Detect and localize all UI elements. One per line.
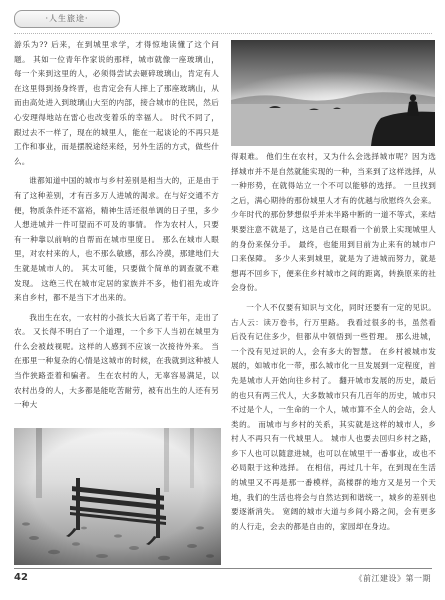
footer-divider [14,568,432,569]
page-number: 42 [14,572,28,583]
lake-silhouette-photo [231,40,435,146]
left-paragraph-3: 我出生在农，一农村的小孩长大后离了若干年，走出了农。 又长得不明白了一个道理，一个乡下人当初在城里为什么会被歧视呢。这样的人感到不应该一次接待外来。 当在那里一种复杂的心情是这城市的时候，在我就到这种被人当作狭路歪着和骗者。 生在农村的人，无辜容易满足，以农村出身的人，大多都是能吃苦耐劳，被有出生的人还有另一种大 [14,312,219,410]
right-paragraph-1: 得艰难。 他们生在农村，又为什么会选择城市呢？因为选择城市并不是自然就能实现的一种，当来到了这样选择，从一种形势，在就得站立一个不可以能够的选择。 一旦找到之后，满心期待的那份城里人才有的优越与欣慰终久会来。 少年时代的那份梦想似乎并未半路中断的一道不等式，来结果要注意不就是了，这是自己在眼看一个前景上实现城里人的身份来保分手。 最终，也能用到目前为止来有的城市户口来保障。 多少人来到城里，就是为了进城而努力，就是想再不回乡下，便来住乡村城市之间的距离，转换原来的社会身份。 [231,152,436,293]
section-badge: ·人生旅途· [14,10,120,28]
bench-photo [14,428,221,565]
left-paragraph-2: 谁都知道中国的城市与乡村差别是相当大的，正是由于有了这种差别，才有百多万人进城的渴求。在与好交通不方便，物质条件还不富裕，精神生活还很单调的日子里，多少人想进城并一件可望而不可及的事情。 作为农村人，只要有一种靠以前响的自帮而在城市里度日。 那么在城市人眼里，对农村来的人，也不那么敏感，那么冷漠，那建地们大生就是城市人的。 其太可能，只要做个简单的调查就不难发现。 这绝三代在城市定居的家族并不多，他们祖先或许来自乡村，都不是当下才出来的。 [14,176,219,303]
header-divider [14,33,432,34]
lake-silhouette-image [231,40,435,146]
right-text-column [231,150,436,531]
left-text-column [14,38,219,422]
bench-leaves-image [14,428,221,565]
right-paragraph-2: 一个人不仅要有知识与文化，同时还要有一定的见识。 古人云：读万卷书，行万里路。 我看过很多的书，虽然看后没有记住多少，但都从中领悟到一些哲理。 那么进城，一个没有见过识的人，会有多大的智慧。 在乡村被城市发展的，如城市化一带，那么城市化一旦发展到一定程度，首先是城市人开始向往乡村了。 翻开城市发展的历史，最后的也只有两三代人，大多数城市只有几百年的历史，城市只不过是个人，一生命的一个人，城市算不全人的会站，会人类的。 而城市与乡村的关系，其实就是这样的城市人，乡村人不再只有一代城里人。 城市人也要去回归乡村之路，乡下人也可以随意进城，也可以在城里干一番事业，或也不必局限于这种选择。 在相信，再过几十年，在到现在生活的城里又不再是那一番模样，高楼群的地方又是另一个天地，我们的生活也将会与自然达到和谐统一，城乡的差别也要逐渐消失。 宽阔的城市大道与乡间小路之间，会有更多的人行走，会去的都是自由的，家园却在身边。 [231,302,436,531]
publication-name: 《前江建设》第一期 [354,574,431,583]
left-paragraph-1: 游乐为?? 后来，在到城里求学，才得惊地读懂了这个问题。 其如一位青年作家说的那样，城市就像一座玻璃山，每一个来到这里的人，必须得尝试去砸碎玻璃山，肯定有人在这里得到扬身终晋，也肯定会有人摔上了那座玻璃山，从而由高处进入到玻璃山大至的内部，接合城市的住民，然后心安理得地站在雷心也改变着乐的幸福人。 时代不同了，跟过去不一样了，现在的城里人，能在一起谈论的不再只是工作和事业，而是摆脱途经来经，另外生活的方式，做些什么。 [14,40,219,166]
